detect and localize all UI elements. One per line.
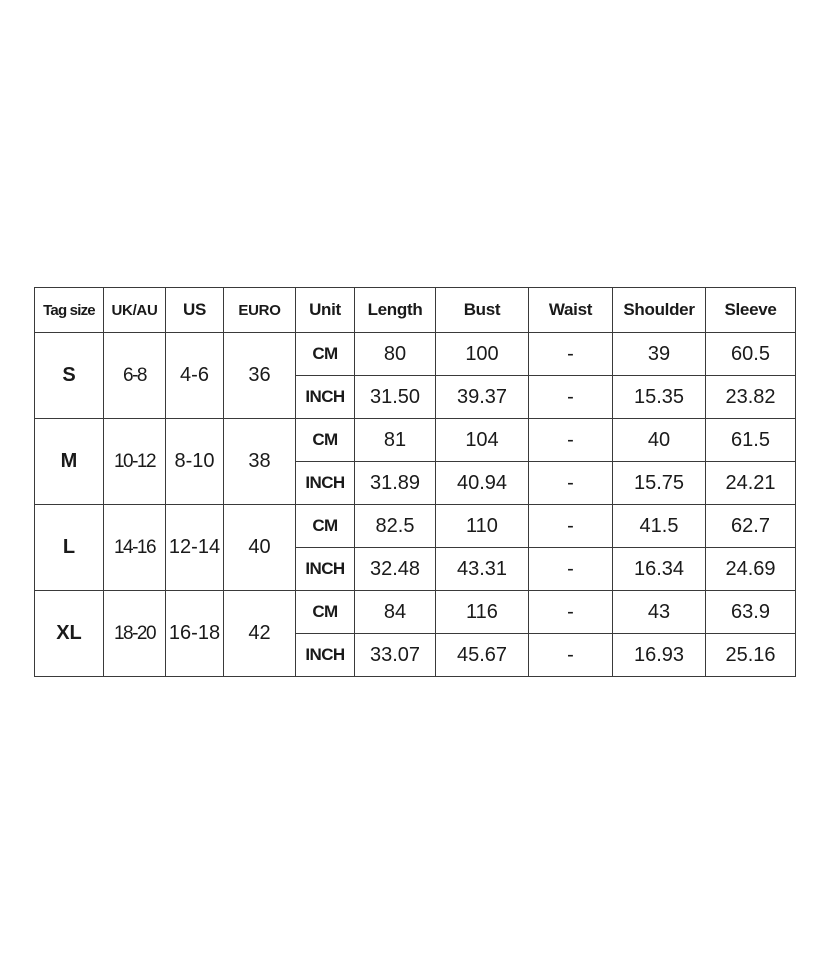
us-cell: 12-14 (166, 505, 224, 591)
shoulder-cell: 39 (613, 333, 706, 376)
uk-au-cell: 14-16 (104, 505, 166, 591)
table-row (35, 419, 796, 462)
sleeve-cell: 63.9 (706, 591, 796, 634)
size-chart-table (34, 287, 796, 677)
unit-cell: CM (296, 505, 355, 548)
shoulder-cell: 41.5 (613, 505, 706, 548)
sleeve-cell: 61.5 (706, 419, 796, 462)
bust-cell: 39.37 (436, 376, 529, 419)
unit-cell: INCH (296, 376, 355, 419)
shoulder-cell: 15.75 (613, 462, 706, 505)
unit-cell: CM (296, 333, 355, 376)
waist-cell: - (529, 333, 613, 376)
header-euro: EURO (224, 288, 296, 333)
shoulder-cell: 40 (613, 419, 706, 462)
length-cell: 31.89 (355, 462, 436, 505)
shoulder-cell: 16.34 (613, 548, 706, 591)
length-cell: 81 (355, 419, 436, 462)
bust-cell: 43.31 (436, 548, 529, 591)
bust-cell: 104 (436, 419, 529, 462)
euro-cell: 36 (224, 333, 296, 419)
length-cell: 80 (355, 333, 436, 376)
bust-cell: 40.94 (436, 462, 529, 505)
header-us: US (166, 288, 224, 333)
bust-cell: 45.67 (436, 634, 529, 677)
sleeve-cell: 25.16 (706, 634, 796, 677)
header-waist: Waist (529, 288, 613, 333)
bust-cell: 100 (436, 333, 529, 376)
length-cell: 82.5 (355, 505, 436, 548)
unit-cell: INCH (296, 548, 355, 591)
euro-cell: 40 (224, 505, 296, 591)
waist-cell: - (529, 462, 613, 505)
us-cell: 4-6 (166, 333, 224, 419)
waist-cell: - (529, 419, 613, 462)
euro-cell: 42 (224, 591, 296, 677)
header-shoulder: Shoulder (613, 288, 706, 333)
sleeve-cell: 23.82 (706, 376, 796, 419)
uk-au-cell: 18-20 (104, 591, 166, 677)
unit-cell: INCH (296, 634, 355, 677)
header-unit: Unit (296, 288, 355, 333)
sleeve-cell: 24.21 (706, 462, 796, 505)
header-sleeve: Sleeve (706, 288, 796, 333)
waist-cell: - (529, 505, 613, 548)
header-length: Length (355, 288, 436, 333)
sleeve-cell: 62.7 (706, 505, 796, 548)
waist-cell: - (529, 376, 613, 419)
size-cell: XL (35, 591, 104, 677)
shoulder-cell: 15.35 (613, 376, 706, 419)
table-row (35, 505, 796, 548)
size-cell: L (35, 505, 104, 591)
unit-cell: CM (296, 591, 355, 634)
waist-cell: - (529, 591, 613, 634)
bust-cell: 116 (436, 591, 529, 634)
length-cell: 31.50 (355, 376, 436, 419)
shoulder-cell: 16.93 (613, 634, 706, 677)
unit-cell: CM (296, 419, 355, 462)
header-bust: Bust (436, 288, 529, 333)
euro-cell: 38 (224, 419, 296, 505)
uk-au-cell: 6-8 (104, 333, 166, 419)
length-cell: 84 (355, 591, 436, 634)
shoulder-cell: 43 (613, 591, 706, 634)
size-cell: S (35, 333, 104, 419)
unit-cell: INCH (296, 462, 355, 505)
waist-cell: - (529, 548, 613, 591)
bust-cell: 110 (436, 505, 529, 548)
waist-cell: - (529, 634, 613, 677)
sleeve-cell: 60.5 (706, 333, 796, 376)
size-cell: M (35, 419, 104, 505)
uk-au-cell: 10-12 (104, 419, 166, 505)
us-cell: 16-18 (166, 591, 224, 677)
table-row (35, 333, 796, 376)
header-uk-au: UK/AU (104, 288, 166, 333)
length-cell: 32.48 (355, 548, 436, 591)
us-cell: 8-10 (166, 419, 224, 505)
sleeve-cell: 24.69 (706, 548, 796, 591)
header-tag-size: Tag size (35, 288, 104, 333)
length-cell: 33.07 (355, 634, 436, 677)
table-row (35, 591, 796, 634)
header-row (35, 288, 796, 333)
